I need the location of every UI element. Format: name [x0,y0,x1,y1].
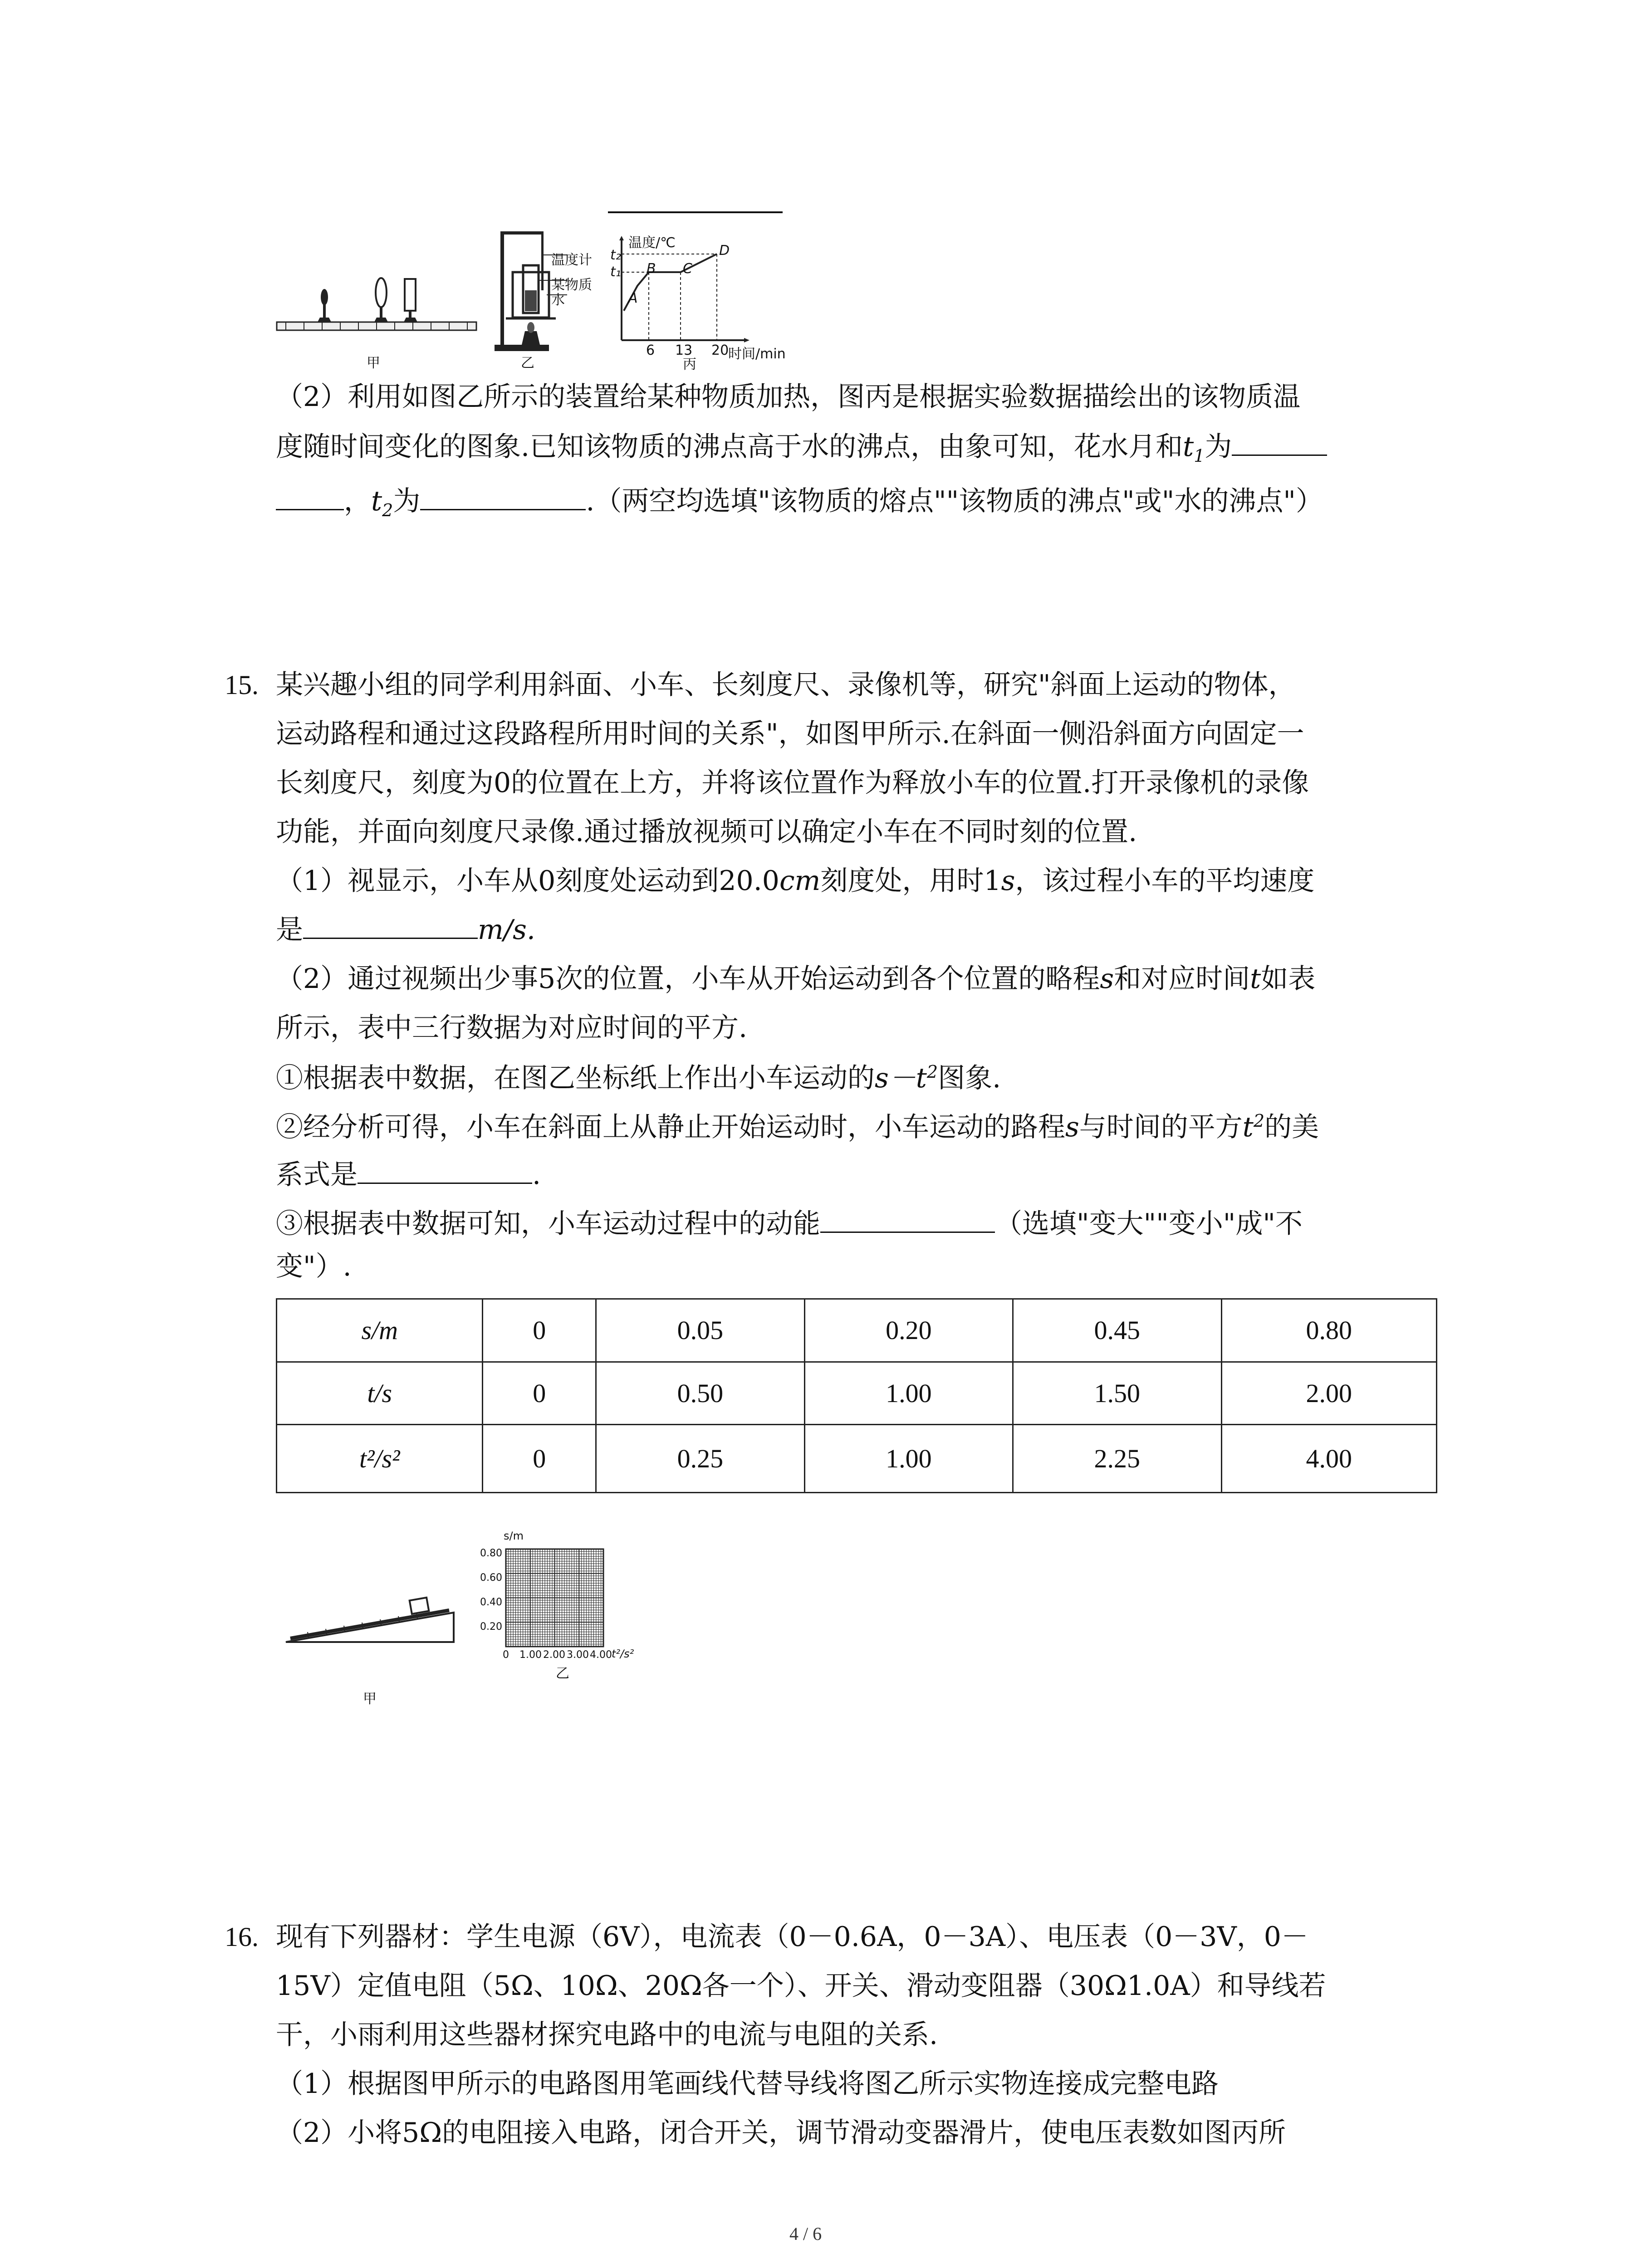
fig-bing-t1-label: t₁ [610,264,621,280]
q15-t-symbol: t [1250,963,1261,995]
table-row-label: t²/s² [277,1425,483,1493]
q14-t2-symbol: $t_2$ [371,485,393,520]
table-cell: 0.50 [596,1362,804,1425]
q16-para-line2: 15V）定值电阻（5Ω、10Ω、20Ω各一个）、开关、滑动变阻器（30Ω1.0A）和导线若 [276,1970,1326,2002]
fig-bing-y-axis-label: 温度/℃ [628,235,676,251]
table-row [277,1362,1437,1425]
q15-s-t-text: s－t [875,1062,927,1094]
q14-answer-blank-2[interactable] [420,509,586,510]
table-row [277,1299,1437,1362]
q15-grid-x-tick: 3.00 [567,1649,589,1661]
q15-speed-unit: m/s. [478,914,535,946]
fig-bing-t2-label: t₂ [610,247,621,263]
fig-bing-x-tick-13: 13 [675,342,693,358]
q15-grid-y-tick: 0.40 [480,1597,502,1608]
q15-item2-text-d: 系式是 [276,1159,358,1191]
fig-bing-point-d: D [719,243,730,259]
q14-line2-text: 度随时间变化的图象.已知该物质的沸点高于水的沸点，由象可知，花水月和 [276,431,1183,463]
fig-bing-x-tick-20: 20 [711,342,729,358]
table-cell: 0 [483,1425,596,1493]
q14-line3-hint: .（两空均选填"该物质的熔点""该物质的沸点"或"水的沸点"） [586,485,1323,517]
q15-grid-y-tick: 0.20 [480,1621,502,1633]
q15-item2-text-b: 与时间的平方 [1079,1111,1243,1143]
q15-para-line1: 某兴趣小组的同学利用斜面、小车、长刻度尺、录像机等，研究"斜面上运动的物体， [276,669,1296,701]
q14-answer-blank-1b[interactable] [276,509,344,510]
q15-sub1-text-b: 刻度处，用时1 [820,865,1001,897]
q15-s-t2-symbol: $s-t^2$ [875,1062,938,1094]
q15-unit-s: s [1001,865,1015,897]
fig-yi-caption: 乙 [521,355,534,371]
table-cell: 0.25 [596,1425,804,1493]
q14-sub2-line1: （2）利用如图乙所示的装置给某种物质加热，图丙是根据实验数据描绘出的该物质温 [276,381,1301,413]
table-cell: 0.45 [1013,1299,1221,1362]
q15-sub1-line1 [276,865,1315,897]
q15-item1-text: ①根据表中数据，在图乙坐标纸上作出小车运动的 [276,1062,875,1094]
q15-grid-x-tick: 0 [503,1649,509,1661]
thermometer-label: 温度计 [551,252,592,268]
q15-para-line3: 长刻度尺，刻度为0的位置在上方，并将该位置作为释放小车的位置.打开录像机的录像 [276,767,1309,799]
q15-item1-end: 图象. [938,1062,1001,1094]
fig-bing-x-axis-label: 时间/min [728,346,786,362]
q14-comma: ， [344,485,371,517]
fig-bing-x-tick-6: 6 [646,342,655,358]
q15-item3-line1 [276,1208,1303,1240]
q15-fig-yi-caption: 乙 [556,1666,569,1681]
q15-unit-cm: cm [779,865,821,897]
q15-item2-t2: $t^2$ [1242,1111,1265,1143]
q14-sub2-line2 [276,433,1327,464]
q15-sub2-text-a: （2）通过视频出少事5次的位置，小车从开始运动到各个位置的略程 [276,963,1100,995]
q15-item2-line2 [276,1159,541,1191]
water-label: 水 [551,292,565,308]
table-cell: 0 [483,1299,596,1362]
q15-para-line4: 功能，并面向刻度尺录像.通过播放视频可以确定小车在不同时刻的位置. [276,816,1137,848]
q15-sub2-text-b: 和对应时间 [1114,963,1250,995]
q15-speed-answer-blank[interactable] [303,938,478,939]
q15-item3-text-b: （选填"变大""变小"成"不 [995,1208,1303,1240]
q15-item2-text-c: 的美 [1264,1111,1319,1143]
q15-grid-y-tick: 0.60 [480,1572,502,1584]
table-row [277,1425,1437,1493]
q15-grid-y-unit: s/m [504,1530,524,1542]
table-cell: 0.20 [804,1299,1013,1362]
q14-line2-wei: 为 [1205,431,1232,463]
q15-grid-y-tick: 0.80 [480,1548,502,1559]
q14-line3-wei: 为 [393,485,421,517]
q15-fig-jia-caption: 甲 [363,1691,377,1707]
q15-data-table [276,1298,1437,1493]
table-row-label: s/m [277,1299,483,1362]
q14-sub2-line3 [276,485,1323,520]
table-cell: 0.05 [596,1299,804,1362]
q14-answer-blank-1a[interactable] [1232,455,1327,456]
q15-s-symbol: s [1100,963,1114,995]
q15-item1 [276,1063,1001,1092]
q15-sub1-line2 [276,914,535,946]
table-cell: 1.00 [804,1425,1013,1493]
q15-sub2-line1 [276,963,1316,995]
q15-sub1-shi: 是 [276,914,303,946]
q15-para-line2: 运动路程和通过这段路程所用时间的关系"，如图甲所示.在斜面一侧沿斜面方向固定一 [276,718,1304,750]
q15-grid-x-unit: t²/s² [612,1647,634,1660]
q15-sub2-line2: 所示，表中三行数据为对应时间的平方. [276,1012,748,1044]
page-number: 4 / 6 [789,2224,822,2244]
table-cell: 1.50 [1013,1362,1221,1425]
q15-item2-s: s [1065,1111,1079,1143]
q15-grid-x-tick: 4.00 [590,1649,612,1661]
q16-sub1: （1）根据图甲所示的电路图用笔画线代替导线将图乙所示实物连接成完整电路 [276,2068,1219,2100]
fig-bing-caption: 丙 [683,357,696,372]
q16-number: 16. [225,1922,259,1952]
q14-t1-symbol: $t_1$ [1183,431,1205,466]
table-cell: 0.80 [1221,1299,1436,1362]
q15-sub1-text-c: ，该过程小车的平均速度 [1015,865,1315,897]
q15-item2-period: . [532,1159,541,1191]
q15-item3-text-a: ③根据表中数据可知，小车运动过程中的动能 [276,1208,820,1240]
q15-figure-jia-incline [281,1574,458,1656]
fig-bing-point-b: B [647,261,656,277]
table-cell: 4.00 [1221,1425,1436,1493]
fig-bing-point-a: A [628,290,638,306]
top-answer-line [608,211,783,213]
q16-para-line3: 干，小雨利用这些器材探究电路中的电流与电阻的关系. [276,2019,938,2051]
q15-energy-answer-blank[interactable] [820,1232,995,1233]
table-cell: 1.00 [804,1362,1013,1425]
q15-relation-answer-blank[interactable] [358,1183,532,1184]
fig-bing-point-c: C [683,261,692,277]
q15-sub1-text-a: （1）视显示，小车从0刻度处运动到20.0 [276,865,779,897]
table-row-label: t/s [277,1362,483,1425]
table-cell: 2.00 [1221,1362,1436,1425]
q15-grid-x-tick: 1.00 [519,1649,542,1661]
q15-item2-line1 [276,1112,1319,1141]
table-cell: 0 [483,1362,596,1425]
q15-number: 15. [225,670,259,700]
q15-grid-x-tick: 2.00 [543,1649,565,1661]
q16-sub2: （2）小将5Ω的电阻接入电路，闭合开关，调节滑动变器滑片，使电压表数如图丙所 [276,2117,1286,2149]
table-cell: 2.25 [1013,1425,1221,1493]
q16-para-line1: 现有下列器材：学生电源（6V），电流表（0－0.6A，0－3A）、电压表（0－3V，0－ [276,1921,1308,1953]
substance-label: 某物质 [551,277,592,293]
q15-item3-line2: 变"）. [276,1251,352,1282]
q15-item2-text-a: ②经分析可得，小车在斜面上从静止开始运动时，小车运动的路程 [276,1111,1065,1143]
q15-sub2-text-c: 如表 [1261,963,1316,995]
fig-jia-caption: 甲 [367,355,380,371]
